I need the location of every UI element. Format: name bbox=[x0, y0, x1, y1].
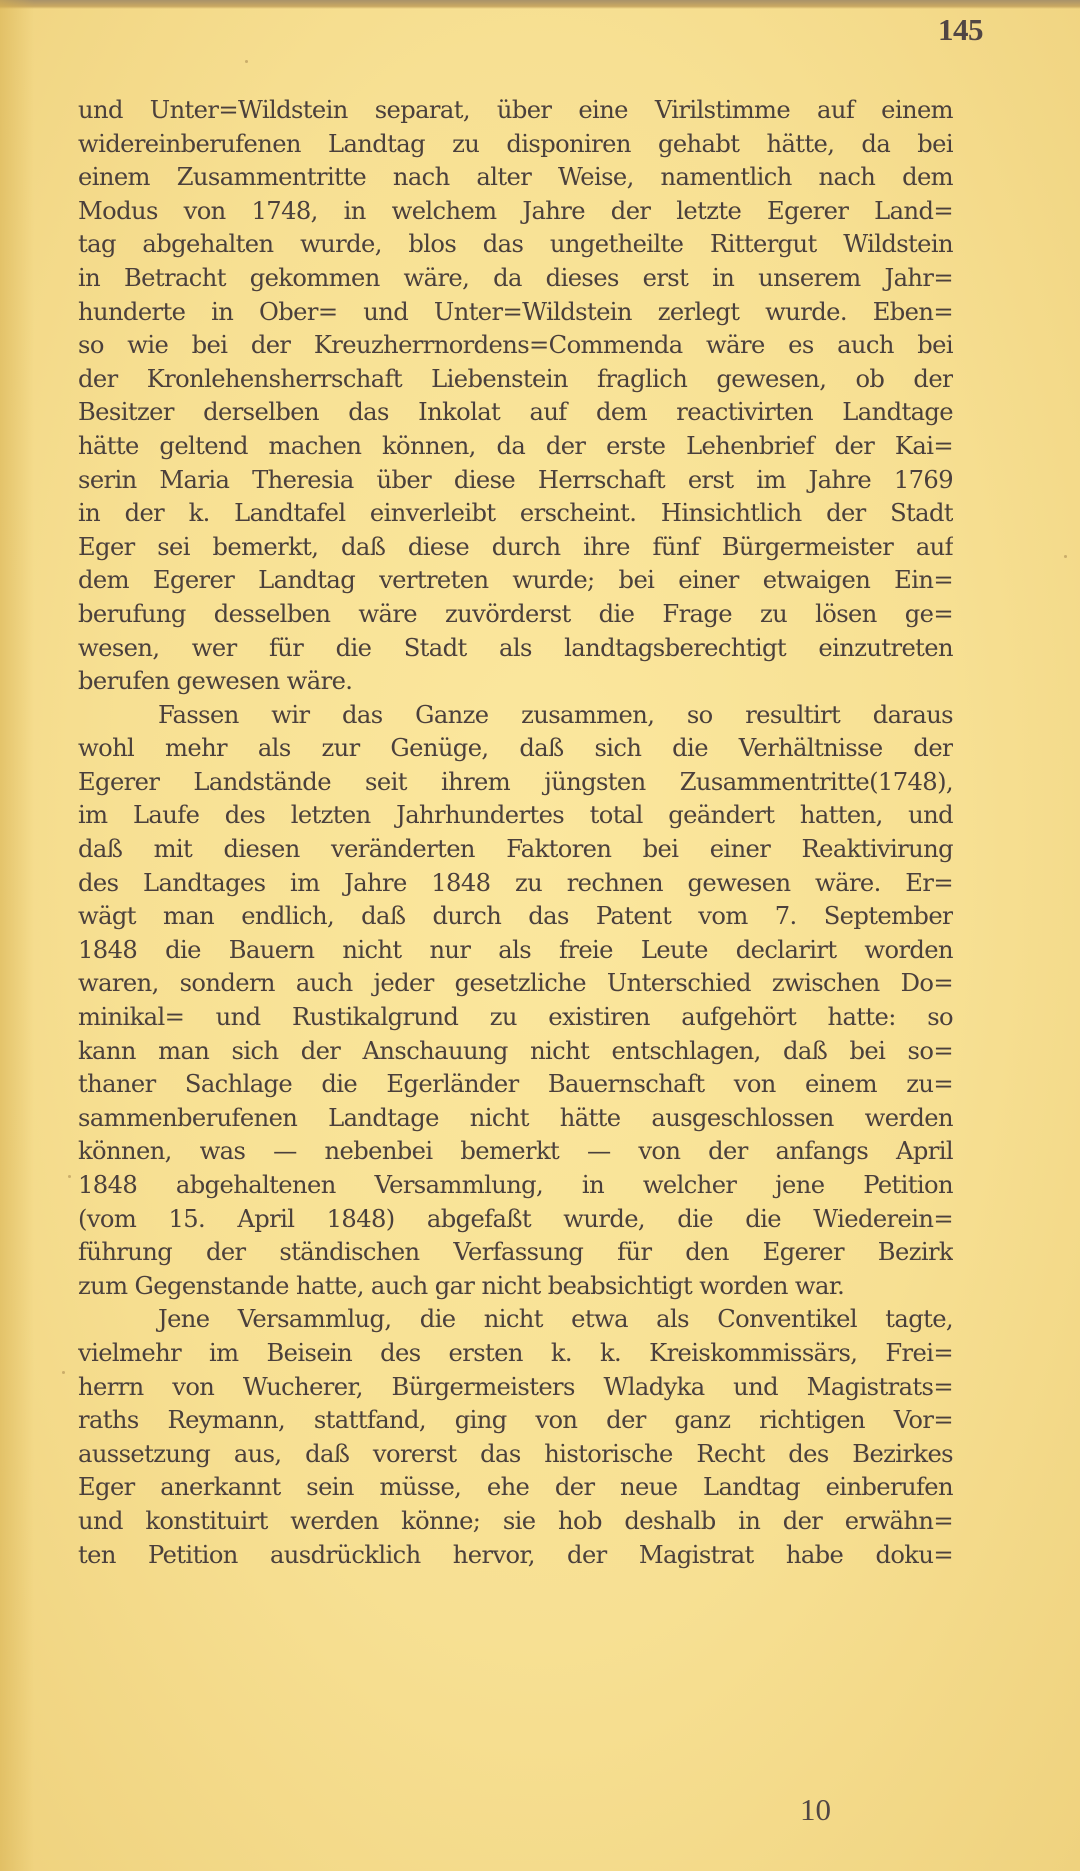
body-text bbox=[78, 94, 953, 1572]
text-line: Besitzer derselben das Inkolat auf dem reactivirten Landtage bbox=[78, 398, 953, 427]
paper-speck bbox=[245, 60, 248, 63]
text-line: serin Maria Theresia über diese Herrschaft erst im Jahre 1769 bbox=[78, 465, 953, 494]
text-line: sammenberufenen Landtage nicht hätte ausgeschlossen werden bbox=[78, 1103, 953, 1132]
text-line: wohl mehr als zur Genüge, daß sich die Verhältnisse der bbox=[78, 734, 953, 763]
text-line: hätte geltend machen können, da der erste Lehenbrief der Kai= bbox=[78, 431, 953, 460]
page-gutter-shade bbox=[0, 0, 34, 1871]
page-number: 145 bbox=[938, 12, 983, 47]
text-line: berufung desselben wäre zuvörderst die Frage zu lösen ge= bbox=[78, 599, 953, 628]
text-line: wägt man endlich, daß durch das Patent vom 7. September bbox=[78, 902, 953, 931]
text-line: der Kronlehensherrschaft Liebenstein fraglich gewesen, ob der bbox=[78, 364, 953, 393]
text-line: und Unter=Wildstein separat, über eine Virilstimme auf einem bbox=[78, 96, 953, 124]
text-line: hunderte in Ober= und Unter=Wildstein zerlegt wurde. Eben= bbox=[78, 297, 953, 326]
text-line: Eger anerkannt sein müsse, ehe der neue Landtag einberufen bbox=[78, 1473, 953, 1502]
text-line: Modus von 1748, in welchem Jahre der letzte Egerer Land= bbox=[78, 196, 953, 225]
text-line: minikal= und Rustikalgrund zu existiren aufgehört hatte: so bbox=[78, 1003, 953, 1032]
text-line: ten Petition ausdrücklich hervor, der Magistrat habe doku= bbox=[78, 1540, 953, 1569]
text-line: so wie bei der Kreuzherrnordens=Commenda wäre es auch bei bbox=[78, 331, 953, 360]
text-line: 1848 abgehaltenen Versammlung, in welcher jene Petition bbox=[78, 1171, 953, 1199]
paper-speck bbox=[62, 1371, 65, 1374]
text-line: kann man sich der Anschauung nicht entschlagen, daß bei so= bbox=[78, 1036, 953, 1065]
text-line: waren, sondern auch jeder gesetzliche Unterschied zwischen Do= bbox=[78, 969, 953, 998]
text-line: in Betracht gekommen wäre, da dieses erst in unserem Jahr= bbox=[78, 263, 953, 292]
text-line: raths Reymann, stattfand, ging von der ganz richtigen Vor= bbox=[78, 1406, 953, 1435]
text-line: in der k. Landtafel einverleibt erscheint. Hinsichtlich der Stadt bbox=[78, 499, 953, 528]
paragraph-end-line: berufen gewesen wäre. bbox=[78, 667, 353, 696]
text-line: vielmehr im Beisein des ersten k. k. Kreiskommissärs, Frei= bbox=[78, 1338, 953, 1367]
text-line: können, was — nebenbei bemerkt — von der anfangs April bbox=[78, 1137, 953, 1166]
text-line: wesen, wer für die Stadt als landtagsberechtigt einzutreten bbox=[78, 633, 953, 662]
paper-speck bbox=[1064, 555, 1067, 558]
text-line: (vom 15. April 1848) abgefaßt wurde, die die Wiederein= bbox=[78, 1204, 953, 1233]
paper-speck bbox=[68, 1175, 71, 1178]
text-line: Egerer Landstände seit ihrem jüngsten Zusammentritte(1748), bbox=[78, 767, 953, 796]
text-line: tag abgehalten wurde, blos das ungetheilte Rittergut Wildstein bbox=[78, 230, 953, 259]
text-line: Eger sei bemerkt, daß diese durch ihre fünf Bürgermeister auf bbox=[78, 532, 953, 561]
page-top-edge bbox=[0, 0, 1080, 9]
paragraph-start-line: Fassen wir das Ganze zusammen, so resultirt daraus bbox=[158, 700, 953, 729]
paragraph-end-line: zum Gegenstande hatte, auch gar nicht beabsichtigt worden war. bbox=[78, 1271, 845, 1300]
text-line: widereinberufenen Landtag zu disponiren gehabt hätte, da bei bbox=[78, 129, 953, 158]
text-line: im Laufe des letzten Jahrhundertes total geändert hatten, und bbox=[78, 801, 953, 830]
text-line: führung der ständischen Verfassung für den Egerer Bezirk bbox=[78, 1238, 953, 1267]
text-line: und konstituirt werden könne; sie hob deshalb in der erwähn= bbox=[78, 1506, 953, 1535]
text-line: thaner Sachlage die Egerländer Bauernschaft von einem zu= bbox=[78, 1070, 953, 1099]
text-line: daß mit diesen veränderten Faktoren bei einer Reaktivirung bbox=[78, 835, 953, 864]
signature-mark: 10 bbox=[800, 1792, 831, 1827]
text-line: einem Zusammentritte nach alter Weise, namentlich nach dem bbox=[78, 163, 953, 192]
text-line: des Landtages im Jahre 1848 zu rechnen gewesen wäre. Er= bbox=[78, 868, 953, 897]
text-line: dem Egerer Landtag vertreten wurde; bei einer etwaigen Ein= bbox=[78, 566, 953, 595]
text-line: aussetzung aus, daß vorerst das historische Recht des Bezirkes bbox=[78, 1439, 953, 1468]
text-line: herrn von Wucherer, Bürgermeisters Wladyka und Magistrats= bbox=[78, 1372, 953, 1401]
paragraph-start-line: Jene Versammlug, die nicht etwa als Conventikel tagte, bbox=[158, 1305, 953, 1334]
text-line: 1848 die Bauern nicht nur als freie Leute declarirt worden bbox=[78, 935, 953, 964]
